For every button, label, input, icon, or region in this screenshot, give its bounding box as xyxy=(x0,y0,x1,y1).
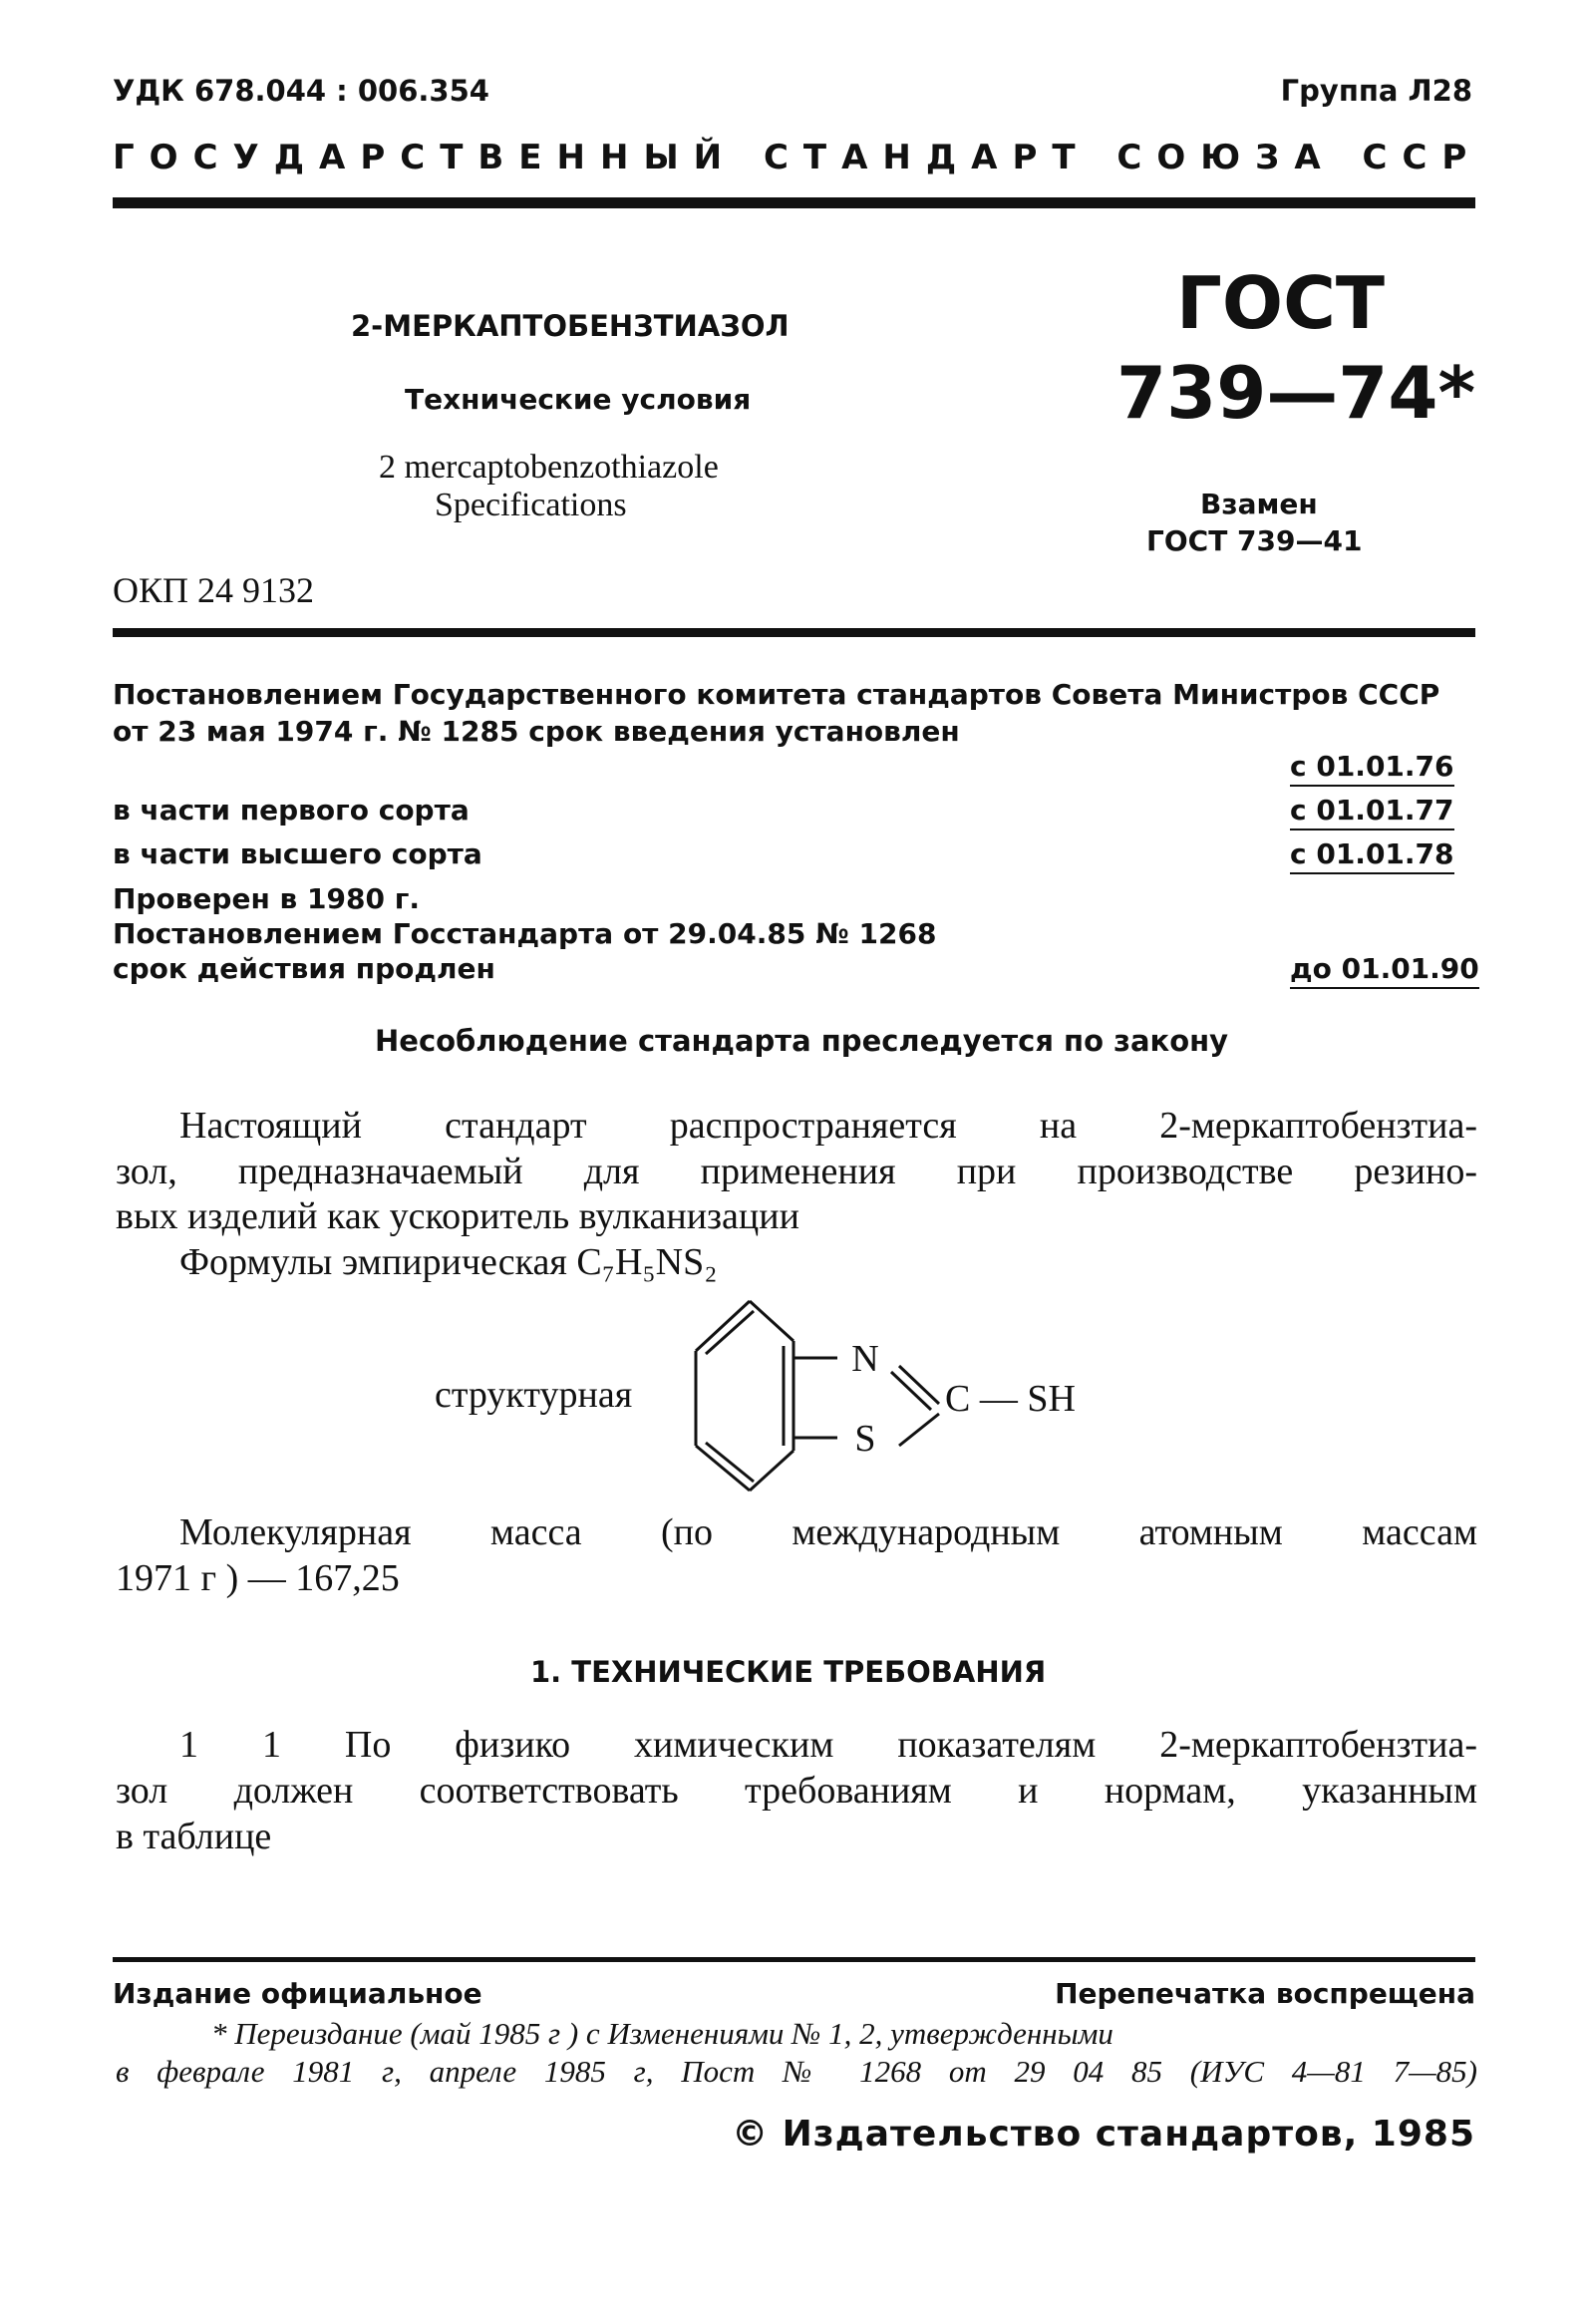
udk-code: УДК 678.044 : 006.354 xyxy=(113,74,489,108)
reprint-forbidden: Перепечатка воспрещена xyxy=(1055,1977,1475,2010)
decree-line-2: от 23 мая 1974 г. № 1285 срок введения установлен xyxy=(113,715,960,748)
effective-date-1-text: с 01.01.76 xyxy=(1290,750,1454,787)
intro-line-2: зол, предназначаемый для применения при производстве резино- xyxy=(116,1151,1477,1192)
reissue-note-line-2: в феврале 1981 г, апреле 1985 г, Пост № 1268 от 29 04 85 (ИУС 4—81 7—85) xyxy=(116,2054,1477,2089)
clause-1-1-line-3: в таблице xyxy=(116,1816,272,1857)
decree-line-1: Постановлением Государственного комитета стандартов Совета Министров СССР xyxy=(113,678,1440,711)
top-grade-label: в части высшего сорта xyxy=(113,837,482,870)
gosstandart-resolution: Постановлением Госстандарта от 29.04.85 № 1268 xyxy=(113,917,937,950)
first-grade-label: в части первого сорта xyxy=(113,794,470,827)
replaces-value: ГОСТ 739—41 xyxy=(1146,524,1363,557)
effective-date-2-text: с 01.01.77 xyxy=(1290,794,1454,830)
title-rule xyxy=(113,628,1475,637)
replaces-label: Взамен xyxy=(1200,488,1318,520)
reissue-note-line-1: * Переиздание (май 1985 г ) с Изменениями № 1, 2, утвержденными xyxy=(211,2016,1113,2051)
header-rule xyxy=(113,197,1475,208)
checked-year: Проверен в 1980 г. xyxy=(113,882,420,915)
clause-1-1-line-2: зол должен соответствовать требованиям и нормам, указанным xyxy=(116,1770,1477,1812)
benzene-ring xyxy=(696,1301,793,1491)
mass-line-2: 1971 г ) — 167,25 xyxy=(116,1557,400,1599)
formula-empirical: C₇H₅NS₂ xyxy=(576,1241,718,1283)
effective-date-3-text: с 01.01.78 xyxy=(1290,837,1454,874)
effective-date-1 xyxy=(1290,750,1454,783)
section-1-title: 1. ТЕХНИЧЕСКИЕ ТРЕБОВАНИЯ xyxy=(530,1655,1047,1689)
product-subtitle-ru: Технические условия xyxy=(405,383,752,416)
gost-label: ГОСТ xyxy=(1176,261,1386,345)
sulfur-atom: S xyxy=(854,1418,876,1460)
mass-line-1: Молекулярная масса (по международным атомным массам xyxy=(179,1511,1477,1553)
gost-number: 739—74* xyxy=(1116,351,1476,435)
structural-formula-diagram xyxy=(678,1286,1136,1510)
formula-line xyxy=(179,1240,717,1284)
formula-label: Формулы эмпирическая xyxy=(179,1241,567,1283)
okp-code: ОКП 24 9132 xyxy=(113,570,315,610)
validity-date-text: до 01.01.90 xyxy=(1290,952,1479,989)
group-code: Группа Л28 xyxy=(1280,74,1472,108)
c-sh-group: C — SH xyxy=(945,1378,1076,1420)
clause-1-1-line-1: 1 1 По физико химическим показателям 2-меркаптобензтиа- xyxy=(179,1724,1477,1766)
footer-rule xyxy=(113,1957,1475,1962)
effective-date-2 xyxy=(1290,794,1454,827)
intro-line-1: Настоящий стандарт распространяется на 2-меркаптобензтиа- xyxy=(179,1105,1477,1147)
effective-date-3 xyxy=(1290,837,1454,870)
intro-line-3: вых изделий как ускоритель вулканизации xyxy=(116,1195,799,1237)
nitrogen-atom: N xyxy=(851,1338,879,1380)
product-name-en: 2 mercaptobenzothiazole xyxy=(379,449,719,486)
legal-warning: Несоблюдение стандарта преследуется по закону xyxy=(375,1024,1229,1058)
product-subtitle-en: Specifications xyxy=(435,487,627,523)
validity-extended: срок действия продлен xyxy=(113,952,495,985)
structural-label: структурная xyxy=(435,1374,633,1416)
official-edition: Издание официальное xyxy=(113,1977,482,2010)
copyright: © Издательство стандартов, 1985 xyxy=(732,2114,1475,2155)
validity-date xyxy=(1290,952,1479,985)
state-standard-banner: ГОСУДАРСТВЕННЫЙ СТАНДАРТ СОЮЗА ССР xyxy=(113,138,1482,177)
product-name-ru: 2-МЕРКАПТОБЕНЗТИАЗОЛ xyxy=(351,309,790,343)
